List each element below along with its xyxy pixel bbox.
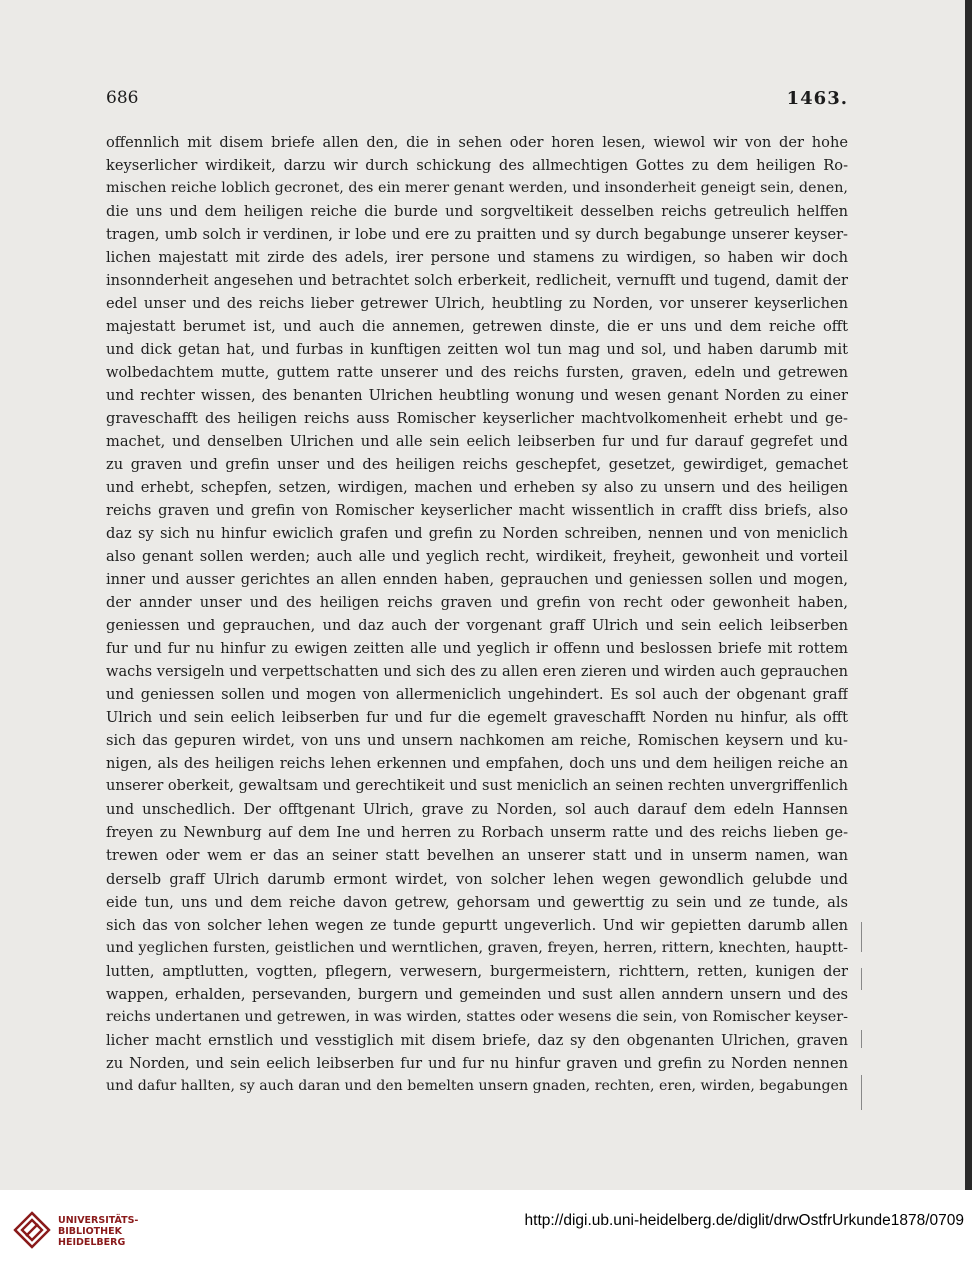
- text-line: und yeglichen fursten, geistlichen und werntlichen, graven, freyen, herren, rittern, knechten, hauptt-: [106, 939, 848, 956]
- text-line: keyserlicher wirdikeit, darzu wir durch schickung des allmechtigen Gottes zu dem heiligen Ro-: [106, 157, 848, 175]
- page-header: [106, 88, 848, 116]
- text-line: inner und ausser gerichtes an allen ennden haben, geprauchen und geniessen sollen und mogen,: [106, 571, 848, 589]
- text-line: nigen, als des heiligen reichs lehen erkennen und empfahen, doch uns und dem heiligen reiche an: [106, 755, 848, 773]
- text-line: wachs versigeln und verpettschatten und sich des zu allen eren zieren und wirden auch geprauchen: [106, 663, 848, 681]
- margin-mark: [861, 922, 862, 952]
- text-line: sich das gepuren wirdet, von uns und unsern nachkomen am reiche, Romischen keysern und ku-: [106, 732, 848, 750]
- library-name-line: UNIVERSITÄTS-: [58, 1215, 139, 1226]
- header-year: 1463.: [786, 88, 848, 109]
- margin-mark: [861, 1075, 862, 1110]
- text-line: lutten, amptlutten, vogtten, pflegern, verwesern, burgermeistern, richttern, retten, kunigen der: [106, 962, 848, 980]
- text-line: derselb graff Ulrich darumb ermont wirdet, von solcher lehen wegen gewondlich gelubde und: [106, 870, 848, 888]
- page-number: 686: [106, 88, 139, 108]
- text-line: tragen, umb solch ir verdinen, ir lobe und ere zu praitten und sy durch begabunge unserer keyser-: [106, 226, 848, 244]
- text-line: zu graven und grefin unser und des heiligen reichs geschepfet, gesetzet, gewirdiget, gemachet: [106, 456, 848, 474]
- text-line: machet, und denselben Ulrichen und alle sein eelich leibserben fur und fur darauf gegrefet und: [106, 433, 848, 451]
- text-line: daz sy sich nu hinfur ewiclich grafen und grefin zu Norden schreiben, nennen und von meniclich: [106, 525, 848, 543]
- text-line: wolbedachtem mutte, guttem ratte unserer und des reichs fursten, graven, edeln und getrewen: [106, 364, 848, 382]
- text-line: und dick getan hat, und furbas in kunftigen zeitten wol tun mag und sol, und haben darumb mit: [106, 341, 848, 359]
- text-line: lichen majestatt mit zirde des adels, irer persone und stamens zu wirdigen, so haben wir doch: [106, 249, 848, 267]
- text-line: und rechter wissen, des benanten Ulrichen heubtling wonung und wesen genant Norden zu einer: [106, 387, 848, 405]
- scan-edge: [965, 0, 972, 1190]
- margin-mark: [861, 968, 862, 990]
- source-url-link[interactable]: http://digi.ub.uni-heidelberg.de/diglit/drwOstfrUrkunde1878/0709: [524, 1212, 964, 1229]
- text-line: unserer oberkeit, gewaltsam und gerechtikeit und sust meniclich an seinen rechten unvergriffenlich: [106, 778, 848, 795]
- text-line: geniessen und geprauchen, und daz auch der vorgenant graff Ulrich und sein eelich leibserben: [106, 617, 848, 635]
- text-line: offennlich mit disem briefe allen den, die in sehen oder horen lesen, wiewol wir von der hohe: [106, 134, 848, 151]
- library-name: [58, 1215, 138, 1248]
- text-line: licher macht ernstlich und vesstiglich mit disem briefe, daz sy den obgenanten Ulrichen, graven: [106, 1031, 848, 1049]
- library-name-line: BIBLIOTHEK: [58, 1226, 122, 1237]
- text-line: die uns und dem heiligen reiche die burde und sorgveltikeit desselben reichs getreulich helffen: [106, 203, 848, 221]
- text-line: Ulrich und sein eelich leibserben fur und fur die egemelt graveschafft Norden nu hinfur, als offt: [106, 709, 848, 727]
- text-line: zu Norden, und sein eelich leibserben fur und fur nu hinfur graven und grefin zu Norden nennen: [106, 1054, 848, 1072]
- margin-mark: [861, 1030, 862, 1048]
- text-line: und erhebt, schepfen, setzen, wirdigen, machen und erheben sy also zu unsern und des heiligen: [106, 479, 848, 497]
- text-line: sich das von solcher lehen wegen ze tunde gepurtt ungeverlich. Und wir gepietten darumb allen: [106, 916, 848, 934]
- text-line: eide tun, uns und dem reiche davon getrew, gehorsam und gewerttig zu sein und ze tunde, als: [106, 893, 848, 911]
- text-line: reichs undertanen und getrewen, in was wirden, stattes oder wesens die sein, von Romischer keyser-: [106, 1008, 848, 1025]
- text-line: der annder unser und des heiligen reichs graven und grefin von recht oder gewonheit haben,: [106, 594, 848, 612]
- text-line: reichs graven und grefin von Romischer keyserlicher macht wissentlich in crafft diss briefs, also: [106, 502, 848, 520]
- text-line: fur und fur nu hinfur zu ewigen zeitten alle und yeglich ir offenn und beslossen briefe mit rottem: [106, 640, 848, 658]
- footer-bar: [0, 1190, 972, 1267]
- text-line: graveschafft des heiligen reichs auss Romischer keyserlicher machtvolkomenheit erhebt und ge-: [106, 410, 848, 428]
- text-line: wappen, erhalden, persevanden, burgern und gemeinden und sust allen anndern unsern und des: [106, 985, 848, 1003]
- text-line: und dafur hallten, sy auch daran und den bemelten unsern gnaden, rechten, eren, wirden, begabungen: [106, 1077, 848, 1094]
- text-line: freyen zu Newnburg auf dem Ine und herren zu Rorbach unserm ratte und des reichs lieben ge-: [106, 824, 848, 842]
- university-library-logo-icon: [12, 1208, 52, 1252]
- text-line: und unschedlich. Der offtgenant Ulrich, grave zu Norden, sol auch darauf dem edeln Hannsen: [106, 801, 848, 819]
- text-line: mischen reiche loblich gecronet, des ein merer genant werden, und insonderheit geneigt sein, denen,: [106, 180, 848, 197]
- text-line: und geniessen sollen und mogen von allermeniclich ungehindert. Es sol auch der obgenant graff: [106, 686, 848, 704]
- text-line: majestatt berumet ist, und auch die annemen, getrewen dinste, die er uns und dem reiche offt: [106, 318, 848, 336]
- library-name-line: HEIDELBERG: [58, 1237, 126, 1248]
- text-line: insonnderheit angesehen und betrachtet solch erberkeit, redlicheit, vernufft und tugend, damit der: [106, 272, 848, 290]
- text-line: edel unser und des reichs lieber getrewer Ulrich, heubtling zu Norden, vor unserer keyserlichen: [106, 295, 848, 313]
- text-line: also genant sollen werden; auch alle und yeglich recht, wirdikeit, freyheit, gewonheit und vorteil: [106, 548, 848, 566]
- document-body-text: [106, 131, 848, 1098]
- text-line: trewen oder wem er das an seiner statt bevelhen an unserer statt und in unserm namen, wan: [106, 847, 848, 865]
